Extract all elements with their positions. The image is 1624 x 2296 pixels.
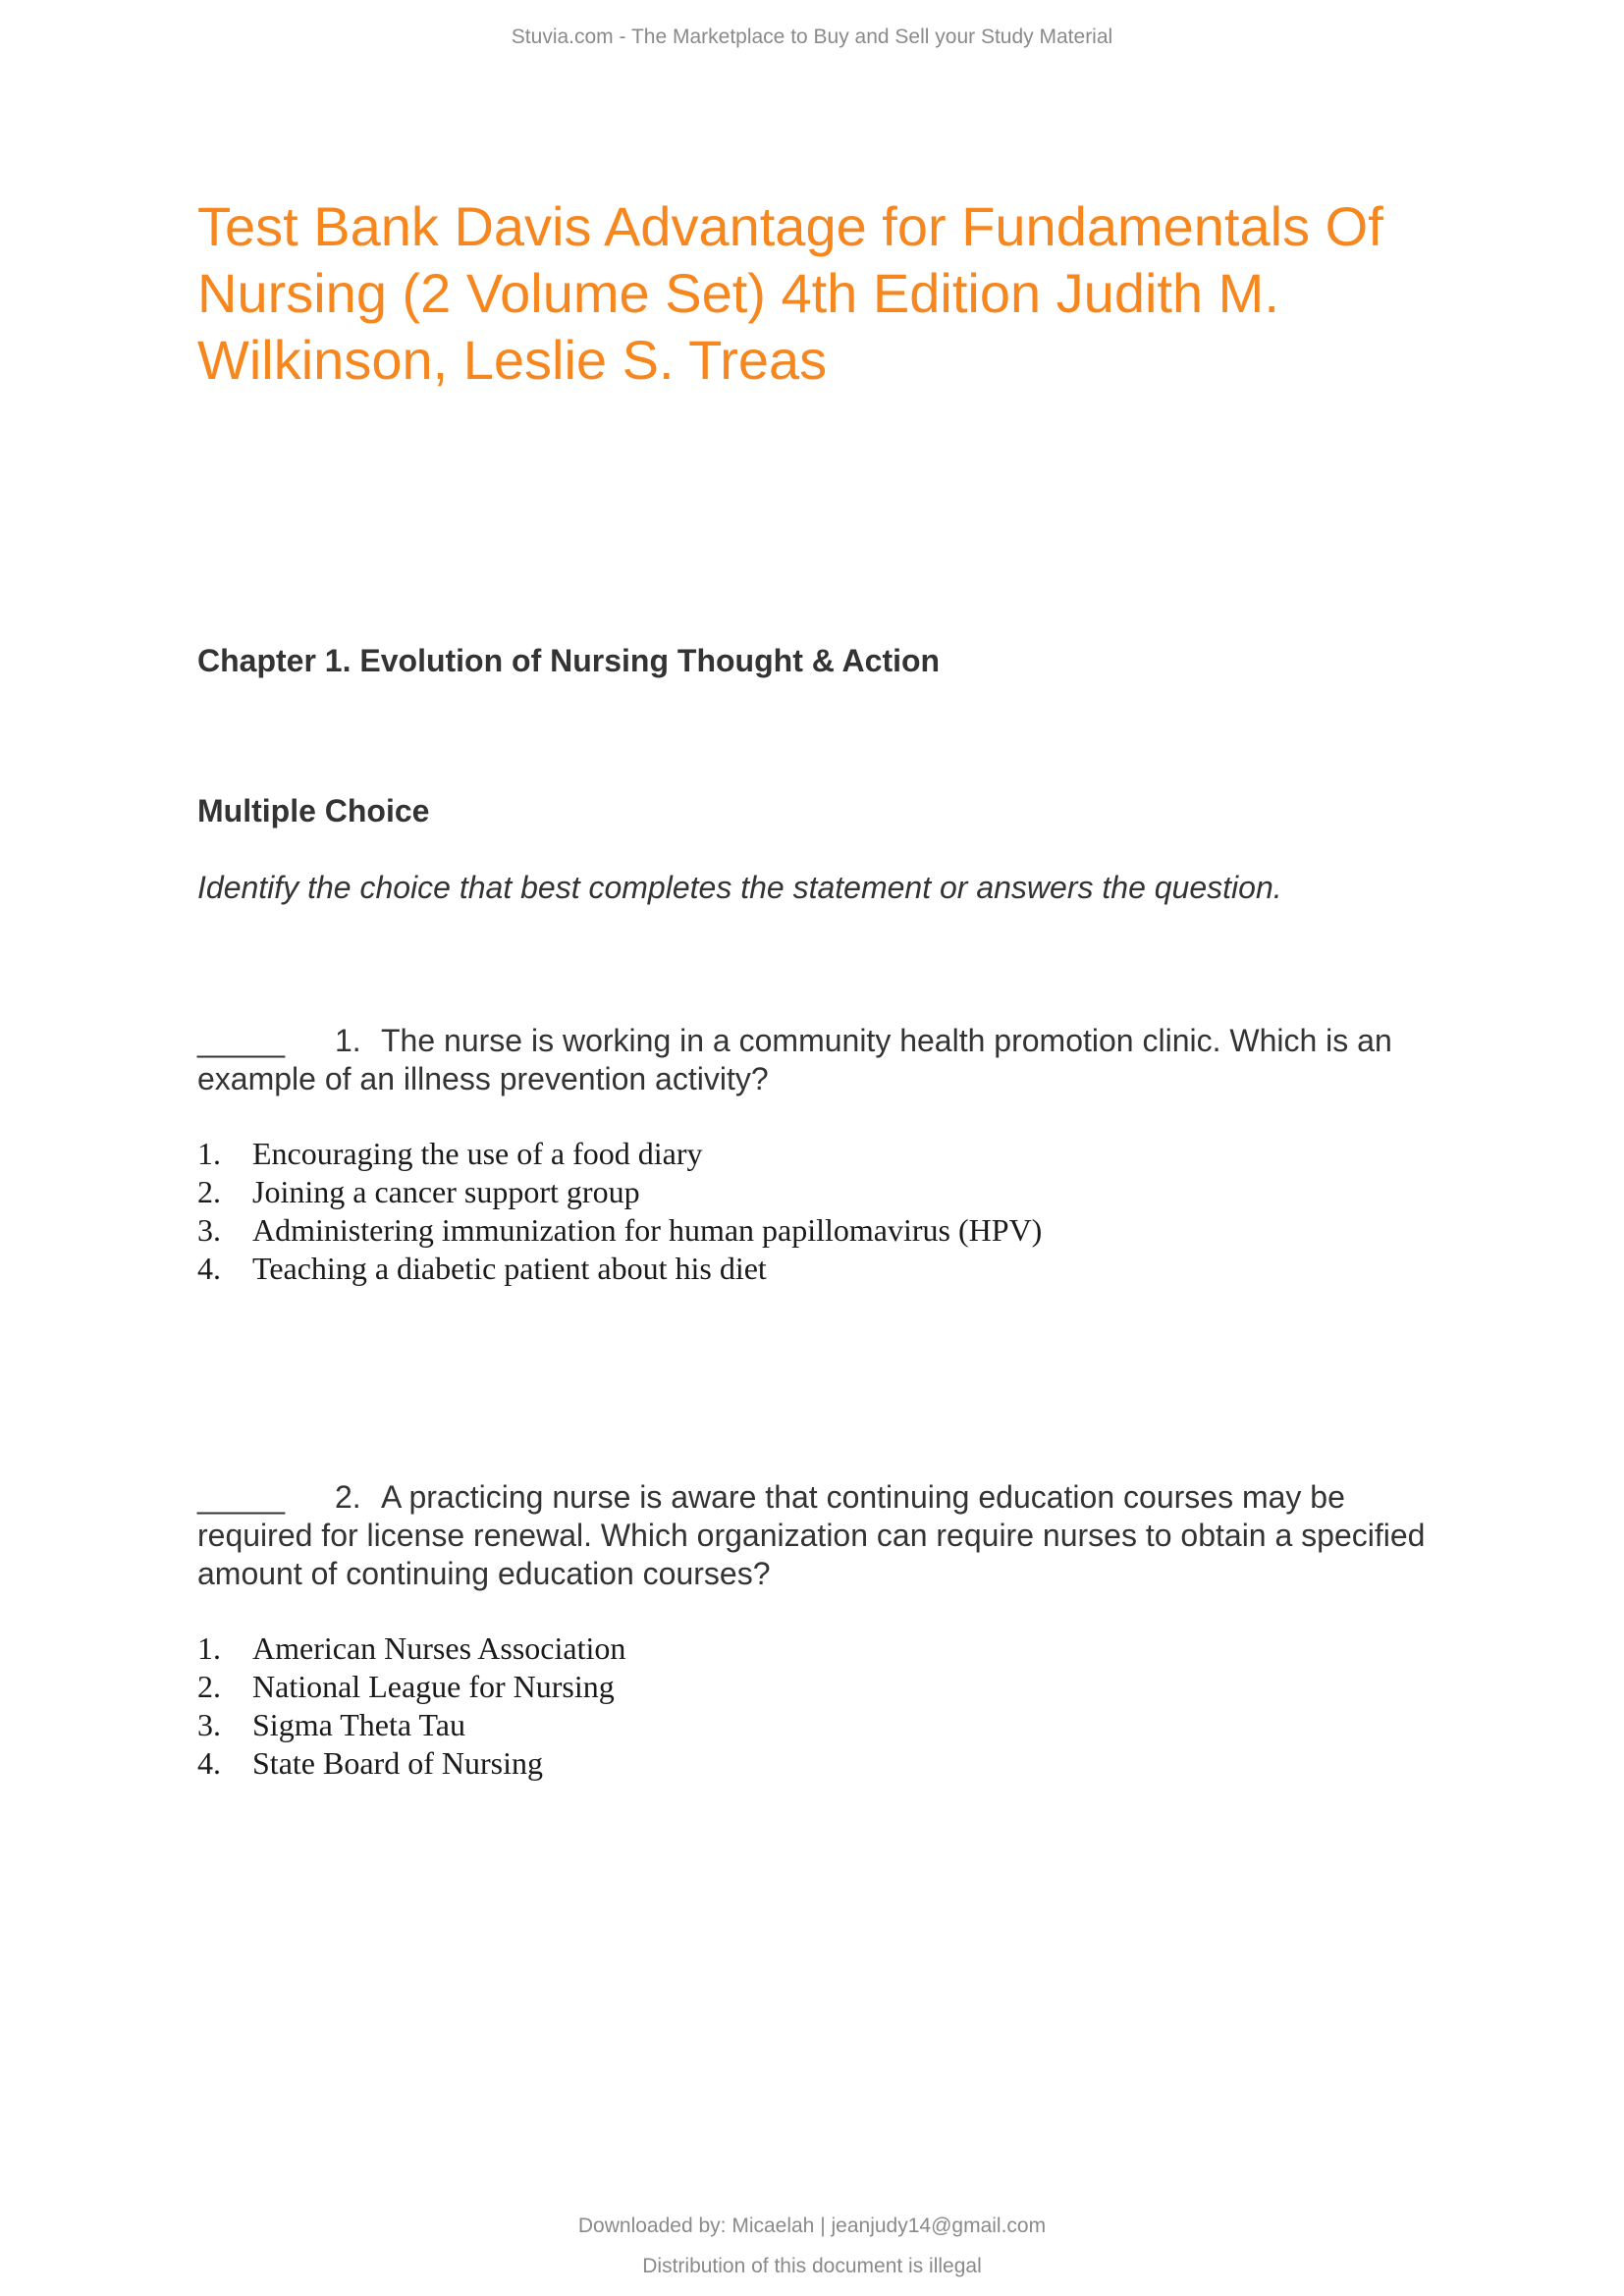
answer-blank: _____: [197, 1023, 285, 1058]
question-number: 2.: [335, 1479, 361, 1515]
choice-text: Encouraging the use of a food diary: [252, 1136, 703, 1171]
instructions-text: Identify the choice that best completes the statement or answers the question.: [197, 870, 1282, 905]
section-heading: Multiple Choice: [197, 793, 430, 828]
choice-text: American Nurses Association: [252, 1630, 626, 1666]
choice-number: 1.: [197, 1630, 221, 1666]
footer-downloaded-by: Downloaded by: Micaelah | jeanjudy14@gmail.com: [577, 2215, 1047, 2237]
answer-choice: [197, 1250, 1454, 1288]
answer-choice: [197, 1744, 1454, 1783]
answer-choice: [197, 1173, 1454, 1211]
answer-choice: [197, 1668, 1454, 1706]
answer-blank: _____: [197, 1479, 285, 1515]
question-1: [197, 1022, 1454, 1288]
choice-number: 3.: [197, 1707, 221, 1742]
choice-number: 3.: [197, 1212, 221, 1248]
question-stem: [197, 1022, 1454, 1098]
question-number: 1.: [335, 1023, 361, 1058]
choice-text: Joining a cancer support group: [252, 1174, 640, 1209]
answer-choices: [197, 1629, 1454, 1783]
answer-choice: [197, 1211, 1454, 1250]
question-2: [197, 1478, 1454, 1783]
choice-number: 4.: [197, 1745, 221, 1781]
marketplace-header-note: Stuvia.com - The Marketplace to Buy and Sell your Study Material: [511, 26, 1113, 48]
choice-text: Administering immunization for human papillomavirus (HPV): [252, 1212, 1043, 1248]
choice-number: 2.: [197, 1174, 221, 1209]
answer-choices: [197, 1135, 1454, 1288]
choice-number: 1.: [197, 1136, 221, 1171]
chapter-heading: Chapter 1. Evolution of Nursing Thought & Action: [197, 643, 941, 678]
answer-choice: [197, 1629, 1454, 1668]
choice-number: 2.: [197, 1669, 221, 1704]
choice-text: Sigma Theta Tau: [252, 1707, 465, 1742]
choice-text: Teaching a diabetic patient about his diet: [252, 1251, 767, 1286]
answer-choice: [197, 1135, 1454, 1173]
choice-text: State Board of Nursing: [252, 1745, 543, 1781]
document-title: Test Bank Davis Advantage for Fundamentals Of Nursing (2 Volume Set) 4th Edition Judith M. Wilkinson, Leslie S. Treas: [197, 195, 1383, 391]
answer-choice: [197, 1706, 1454, 1744]
choice-number: 4.: [197, 1251, 221, 1286]
question-text: The nurse is working in a community health promotion clinic. Which is an example of an illness prevention activity?: [197, 1023, 1392, 1096]
question-stem: [197, 1478, 1454, 1593]
question-text: A practicing nurse is aware that continuing education courses may be required for license renewal. Which organization can require nurses to obtain a specified amount of continuing education courses?: [197, 1479, 1426, 1591]
choice-text: National League for Nursing: [252, 1669, 615, 1704]
footer-distribution-notice: Distribution of this document is illegal: [642, 2255, 982, 2277]
